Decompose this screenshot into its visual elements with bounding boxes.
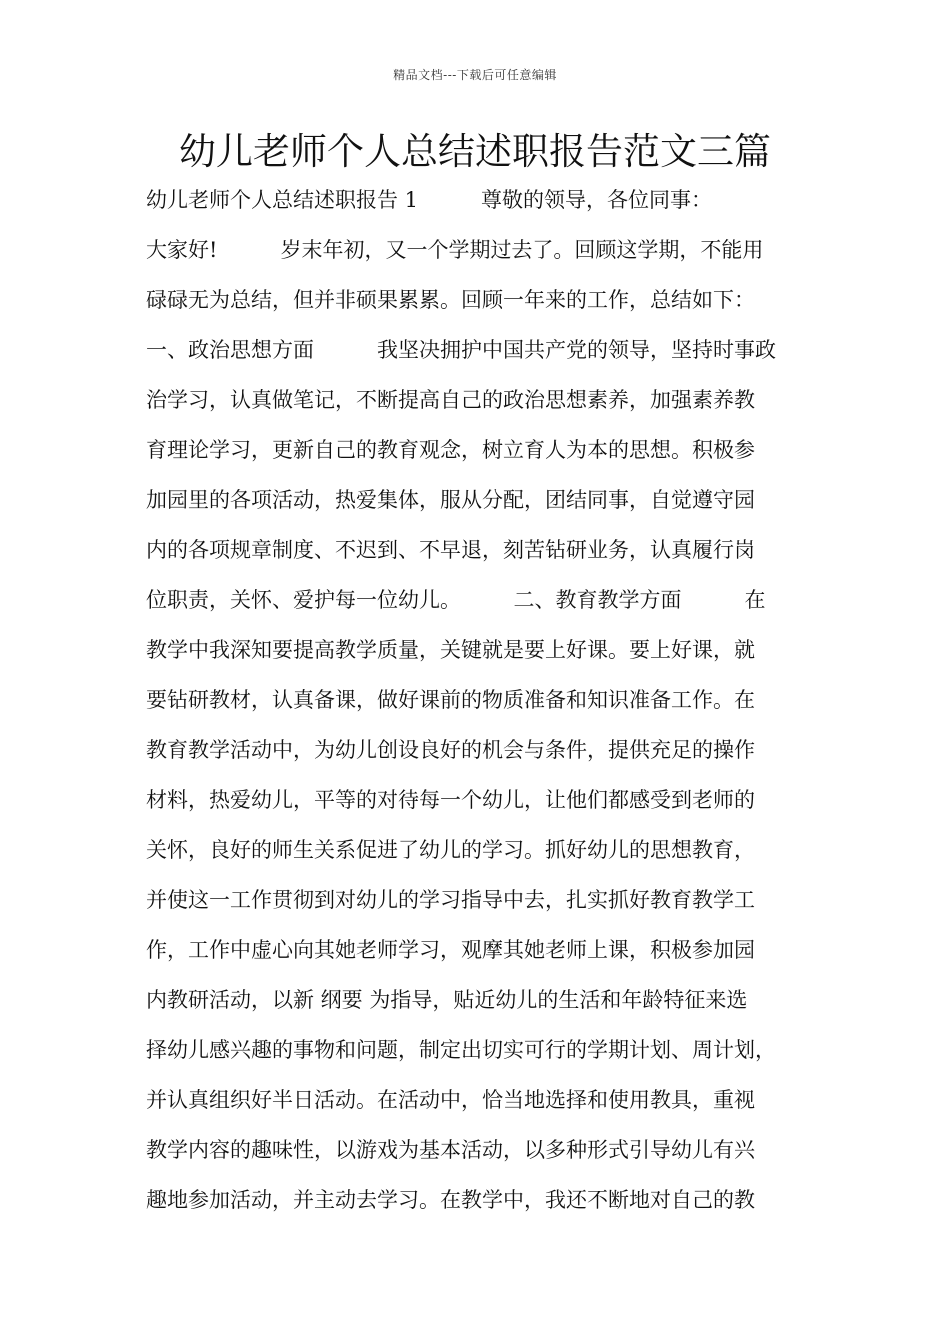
body-line: 幼儿老师个人总结述职报告 1 尊敬的领导，各位同事： (146, 188, 713, 212)
body-line: 择幼儿感兴趣的事物和问题，制定出切实可行的学期计划、周计划， (146, 1038, 776, 1062)
body-line: 材料，热爱幼儿，平等的对待每一个幼儿，让他们都感受到老师的 (146, 788, 755, 812)
document-title: 幼儿老师个人总结述职报告范文三篇 (179, 130, 771, 173)
header-note: 精品文档---下载后可任意编辑 (393, 68, 557, 82)
body-line: 内的各项规章制度、不迟到、不早退，刻苦钻研业务，认真履行岗 (146, 538, 755, 562)
body-line: 作，工作中虚心向其她老师学习，观摩其她老师上课，积极参加园 (146, 938, 755, 962)
body-line: 并使这一工作贯彻到对幼儿的学习指导中去，扎实抓好教育教学工 (146, 888, 755, 912)
body-line: 内教研活动，以新 纲要 为指导，贴近幼儿的生活和年龄特征来选 (146, 988, 748, 1012)
body-line: 一、政治思想方面 我坚决拥护中国共产党的领导，坚持时事政 (146, 338, 776, 362)
body-text (146, 180, 826, 1230)
body-line: 教学内容的趣味性，以游戏为基本活动，以多种形式引导幼儿有兴 (146, 1138, 755, 1162)
body-line: 大家好! 岁末年初，又一个学期过去了。回顾这学期，不能用 (146, 238, 764, 262)
body-line: 教学中我深知要提高教学质量，关键就是要上好课。要上好课，就 (146, 638, 755, 662)
body-line: 育理论学习，更新自己的教育观念，树立育人为本的思想。积极参 (146, 438, 755, 462)
body-line: 加园里的各项活动，热爱集体，服从分配，团结同事，自觉遵守园 (146, 488, 755, 512)
body-line: 趣地参加活动，并主动去学习。在教学中，我还不断地对自己的教 (146, 1188, 755, 1212)
body-line: 并认真组织好半日活动。在活动中，恰当地选择和使用教具，重视 (146, 1088, 755, 1112)
body-line: 关怀，良好的师生关系促进了幼儿的学习。抓好幼儿的思想教育， (146, 838, 755, 862)
body-line: 位职责，关怀、爱护每一位幼儿。 二、教育教学方面 在 (146, 588, 766, 612)
body-line: 要钻研教材，认真备课，做好课前的物质准备和知识准备工作。在 (146, 688, 755, 712)
body-line: 教育教学活动中，为幼儿创设良好的机会与条件，提供充足的操作 (146, 738, 755, 762)
body-line: 治学习，认真做笔记，不断提高自己的政治思想素养，加强素养教 (146, 388, 755, 412)
body-line: 碌碌无为总结，但并非硕果累累。回顾一年来的工作，总结如下： (146, 288, 755, 312)
